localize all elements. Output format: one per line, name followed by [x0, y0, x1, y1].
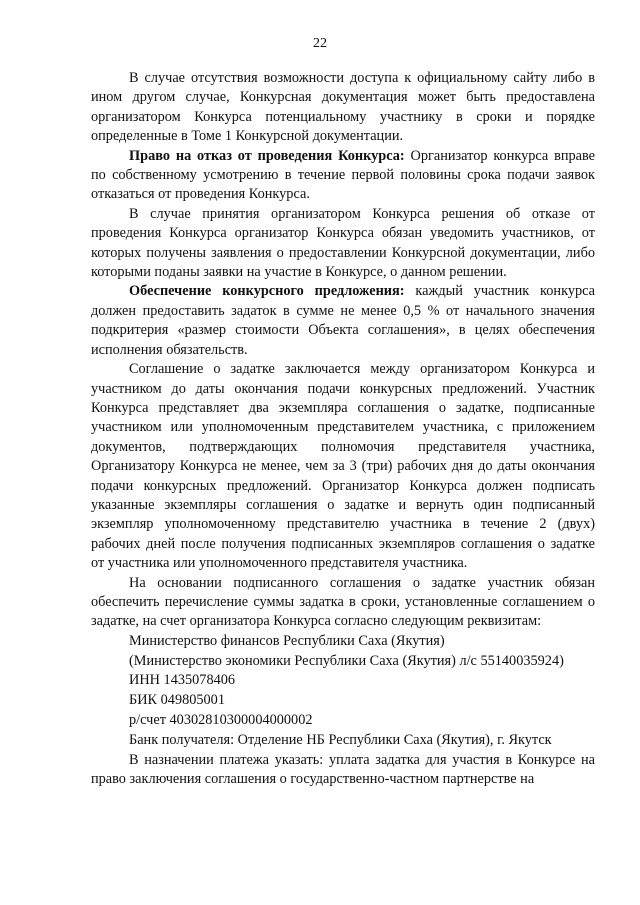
payment-requisites: [91, 632, 595, 751]
requisite-settlement-account: р/счет 40302810300004000002: [129, 711, 313, 728]
paragraph-refusal-right: [91, 147, 595, 205]
page-number: 22: [313, 36, 327, 51]
paragraph-refusal-notice: В случае принятия организатором Конкурса решения об отказе от проведения Конкурса организатор Конкурса обязан уведомить участников, от которых получены заявления о предоставлении Конкурсной документации, либо которыми поданы заявки на участие в Конкурсе, о данном решении.: [91, 205, 595, 281]
bid-security-heading: Обеспечение конкурсного предложения:: [129, 283, 405, 300]
requisite-bank: Банк получателя: Отделение НБ Республики Саха (Якутия), г. Якутск: [129, 731, 552, 748]
requisite-bik: БИК 049805001: [129, 692, 225, 709]
paragraph-payment-purpose: В назначении платежа указать: уплата задатка для участия в Конкурсе на право заключения соглашения о государственно-частном партнерстве на: [91, 751, 595, 787]
paragraph-document-access: В случае отсутствия возможности доступа к официальному сайту либо в ином другом случае, Конкурсная документация может быть предоставлена организатором Конкурса потенциальному участнику в сроки и порядке определенные в Томе 1 Конкурсной документации.: [91, 70, 595, 145]
bid-security-text: каждый участник конкурса должен предоставить задаток в сумме не менее 0,5 % от начального значения подкритерия «размер стоимости Объекта соглашения», в целях обеспечения исполнения обязательств.: [91, 283, 595, 358]
document-body: [91, 69, 595, 789]
refusal-right-text: Организатор конкурса вправе по собственному усмотрению в течение первой половины срока подачи заявок отказаться от проведения Конкурса.: [91, 147, 595, 203]
requisite-recipient: Министерство финансов Республики Саха (Якутия): [129, 632, 445, 649]
paragraph-deposit-agreement: Соглашение о задатке заключается между организатором Конкурса и участником до даты окончания подачи конкурсных предложений. Участник Конкурса представляет два экземпляра соглашения о задатке, подписанные участником или уполномоченным представителем участника, с приложением документов, подтверждающих полномочия представителя участника, Организатору Конкурса не менее, чем за 3 (три) рабочих дня до даты окончания подачи конкурсных предложений. Организатор Конкурса должен подписать указанные экземпляры соглашения о задатке и вернуть один подписанный экземпляр уполномоченному представителю участника в течение 2 (двух) рабочих дней после получения подписанных экземпляров соглашения о задатке от участника или уполномоченного представителя участника.: [91, 361, 595, 572]
paragraph-bid-security: [91, 282, 595, 360]
paragraph-deposit-transfer: На основании подписанного соглашения о задатке участник обязан обеспечить перечисление суммы задатка в сроки, установленные соглашением о задатке, на счет организатора Конкурса согласно следующим реквизитам:: [91, 574, 595, 630]
refusal-right-heading: Право на отказ от проведения Конкурса:: [129, 147, 405, 164]
requisite-account-owner: (Министерство экономики Республики Саха (Якутия) л/с 55140035924): [129, 652, 564, 669]
requisite-inn: ИНН 1435078406: [129, 672, 236, 689]
